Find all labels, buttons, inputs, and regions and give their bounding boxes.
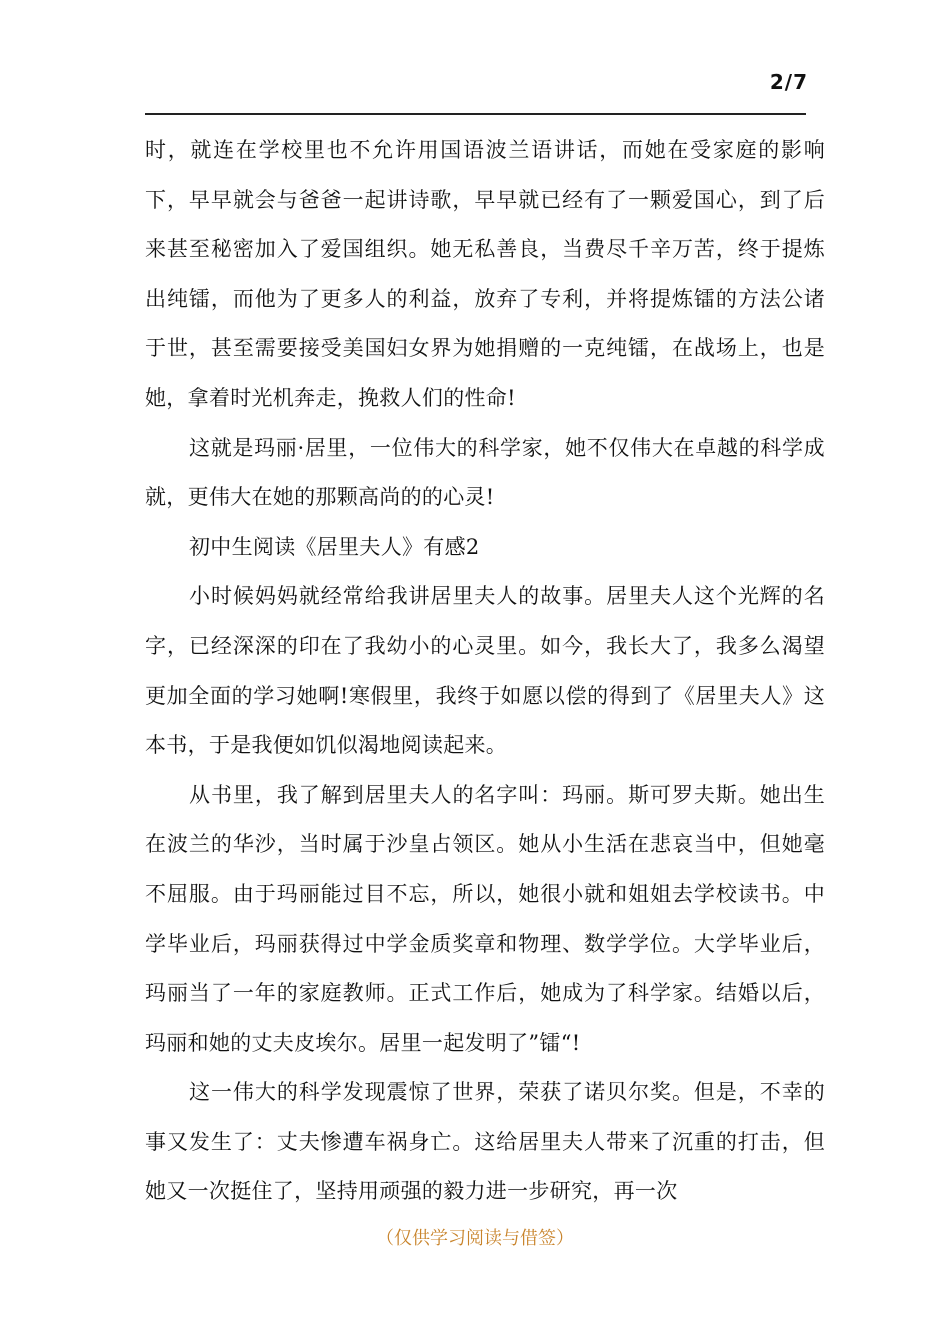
footer-note: （仅供学习阅读与借签） [376, 1228, 574, 1249]
paragraph-1: 时，就连在学校里也不允许用国语波兰语讲话，而她在受家庭的影响下，早早就会与爸爸一起讲诗歌，早早就已经有了一颗爱国心，到了后来甚至秘密加入了爱国组织。她无私善良，当费尽千辛万苦，终于提炼出纯镭，而他为了更多人的利益，放弃了专利，并将提炼镭的方法公诸于世，甚至需要接受美国妇女界为她捐赠的一克纯镭，在战场上，也是她，拿着时光机奔走，挽救人们的性命! [145, 138, 825, 410]
paragraph-5: 这一伟大的科学发现震惊了世界，荣获了诺贝尔奖。但是，不幸的事又发生了：丈夫惨遭车祸身亡。这给居里夫人带来了沉重的打击，但她又一次挺住了，坚持用顽强的毅力进一步研究，再一次 [145, 1080, 825, 1204]
document-body [145, 126, 825, 1217]
header-divider [145, 113, 806, 115]
paragraph-3: 小时候妈妈就经常给我讲居里夫人的故事。居里夫人这个光辉的名字，已经深深的印在了我幼小的心灵里。如今，我长大了，我多么渴望更加全面的学习她啊!寒假里，我终于如愿以偿的得到了《居里夫人》这本书，于是我便如饥似渴地阅读起来。 [145, 584, 825, 758]
section-heading: 初中生阅读《居里夫人》有感2 [189, 534, 480, 559]
paragraph-4: 从书里，我了解到居里夫人的名字叫：玛丽。斯可罗夫斯。她出生在波兰的华沙，当时属于沙皇占领区。她从小生活在悲哀当中，但她毫不屈服。由于玛丽能过目不忘，所以，她很小就和姐姐去学校读书。中学毕业后，玛丽获得过中学金质奖章和物理、数学学位。大学毕业后，玛丽当了一年的家庭教师。正式工作后，她成为了科学家。结婚以后，玛丽和她的丈夫皮埃尔。居里一起发明了”镭“! [145, 782, 825, 1055]
paragraph-2: 这就是玛丽·居里，一位伟大的科学家，她不仅伟大在卓越的科学成就，更伟大在她的那颗高尚的的心灵! [145, 435, 825, 510]
page-number: 2/7 [769, 70, 808, 94]
